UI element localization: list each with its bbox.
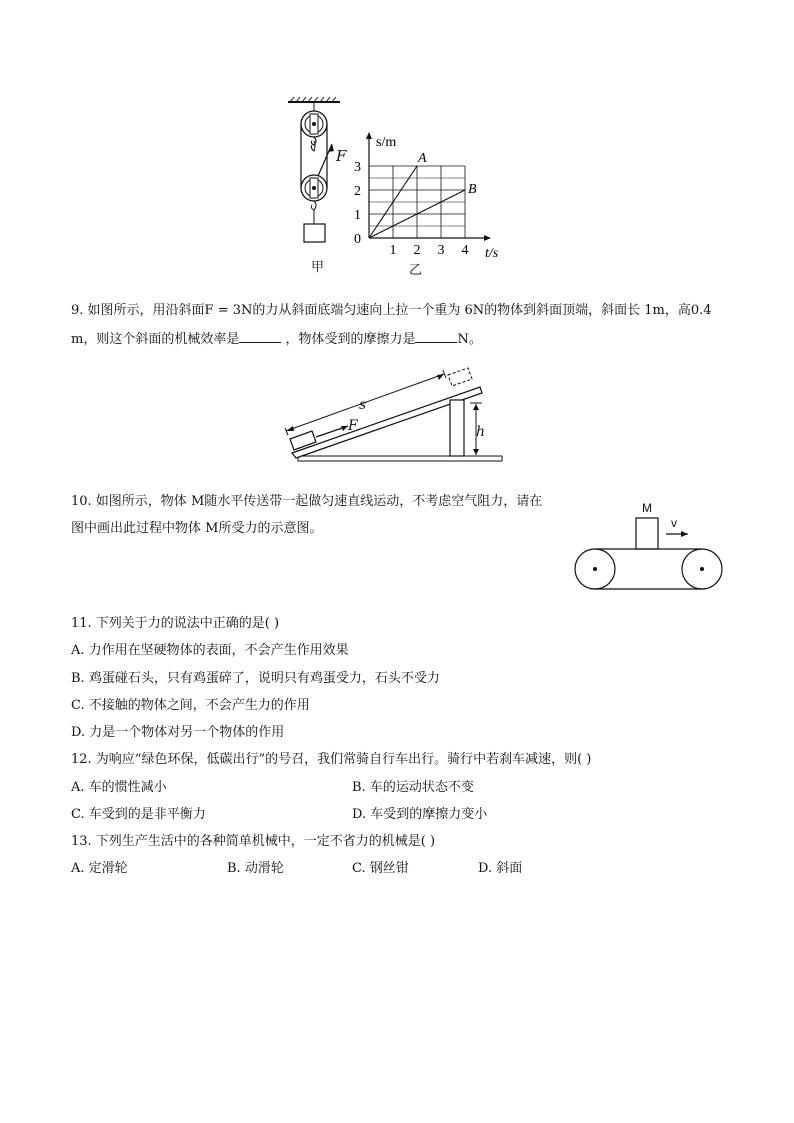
q11-option-a[interactable]: A. 力作用在坚硬物体的表面，不会产生作用效果 bbox=[71, 643, 349, 658]
incline-label-h: h bbox=[476, 424, 486, 440]
force-label-f: F bbox=[336, 147, 347, 165]
incline-label-f: F bbox=[348, 418, 358, 434]
q9-line1: 9. 如图所示，用沿斜面F = 3N的力从斜面底端匀速向上拉一个重为 6N的物体到斜面顶端，斜面长 1m，高0.4 bbox=[71, 303, 712, 318]
conveyor-label-v: v bbox=[671, 516, 677, 530]
x-tick-label: 3 bbox=[437, 243, 445, 258]
q12-stem: 12. 为响应“绿色环保，低碳出行”的号召，我们常骑自行车出行。骑行中若刹车减速，则( ) bbox=[71, 752, 592, 767]
st-graph bbox=[352, 128, 512, 263]
q12-option-b[interactable]: B. 车的运动状态不变 bbox=[352, 780, 474, 795]
y-tick-label: 1 bbox=[354, 208, 361, 223]
q11-option-c[interactable]: C. 不接触的物体之间，不会产生力的作用 bbox=[71, 698, 310, 713]
incline-figure bbox=[284, 365, 509, 467]
origin-label: 0 bbox=[354, 232, 361, 247]
q9-line2 bbox=[71, 330, 482, 349]
y-tick-label: 2 bbox=[354, 184, 361, 199]
x-tick-label: 1 bbox=[389, 243, 397, 258]
pulley-figure bbox=[280, 96, 350, 281]
conveyor-label-m: M bbox=[642, 501, 652, 515]
q10-line2: 图中画出此过程中物体 M所受力的示意图。 bbox=[71, 521, 323, 536]
q9-line2-b: ，物体受到的摩擦力是 bbox=[285, 332, 416, 347]
figure-label-jia: 甲 bbox=[311, 260, 325, 275]
series-label-b: B bbox=[468, 182, 477, 197]
q9-blank-friction[interactable] bbox=[415, 330, 457, 343]
q13-option-c[interactable]: C. 钢丝钳 bbox=[352, 861, 409, 876]
x-tick-label: 2 bbox=[413, 243, 421, 258]
q11-option-d[interactable]: D. 力是一个物体对另一个物体的作用 bbox=[71, 725, 285, 740]
q9-line2-a: m，则这个斜面的机械效率是 bbox=[71, 332, 240, 347]
y-axis-label: s/m bbox=[376, 135, 397, 150]
q12-option-a[interactable]: A. 车的惯性减小 bbox=[71, 780, 167, 795]
q13-option-b[interactable]: B. 动滑轮 bbox=[227, 861, 284, 876]
q10-line1: 10. 如图所示，物体 M随水平传送带一起做匀速直线运动，不考虑空气阻力，请在 bbox=[71, 494, 543, 509]
incline-label-s: s bbox=[359, 397, 367, 413]
x-axis-arrow bbox=[484, 235, 491, 241]
series-label-a: A bbox=[418, 151, 427, 166]
conveyor-figure bbox=[570, 512, 725, 594]
q9-blank-efficiency[interactable] bbox=[239, 330, 281, 343]
q13-option-a[interactable]: A. 定滑轮 bbox=[71, 861, 128, 876]
y-axis-arrow bbox=[366, 132, 372, 139]
x-tick-label: 4 bbox=[461, 243, 469, 258]
x-axis-label: t/s bbox=[485, 246, 499, 261]
y-tick-label: 3 bbox=[354, 160, 361, 175]
q9-line2-c: N。 bbox=[457, 332, 482, 347]
q11-option-b[interactable]: B. 鸡蛋碰石头，只有鸡蛋碎了，说明只有鸡蛋受力，石头不受力 bbox=[71, 671, 440, 686]
figure-label-yi: 乙 bbox=[409, 263, 423, 278]
q12-option-c[interactable]: C. 车受到的是非平衡力 bbox=[71, 807, 206, 822]
q13-stem: 13. 下列生产生活中的各种简单机械中，一定不省力的机械是( ) bbox=[71, 834, 436, 849]
q13-option-d[interactable]: D. 斜面 bbox=[478, 861, 523, 876]
q11-stem: 11. 下列关于力的说法中正确的是( ) bbox=[71, 616, 280, 631]
q12-option-d[interactable]: D. 车受到的摩擦力变小 bbox=[352, 807, 488, 822]
